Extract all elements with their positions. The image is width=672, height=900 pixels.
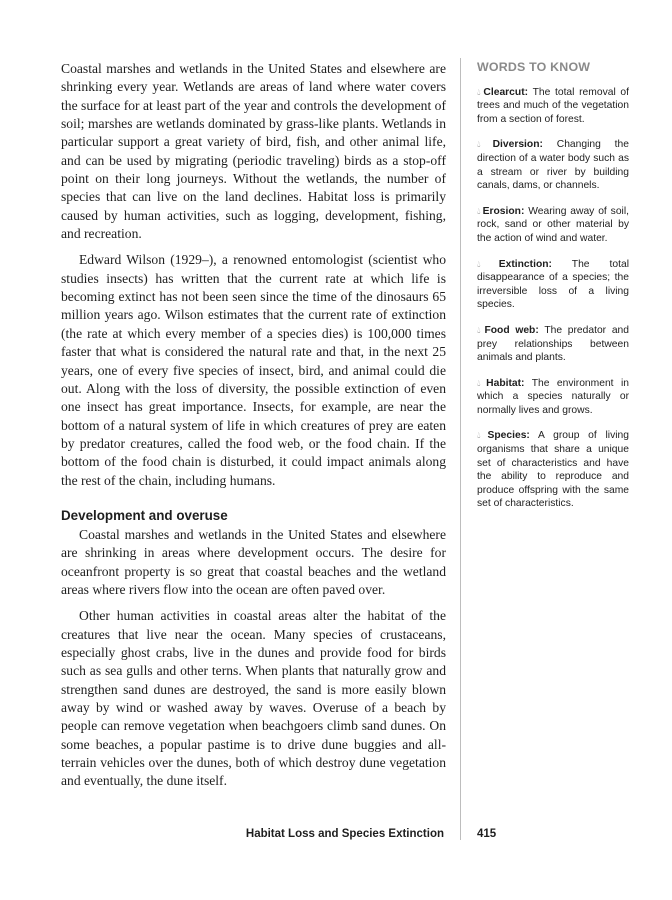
glossary-entry [477, 258, 629, 312]
section-heading: Development and overuse [61, 507, 228, 523]
glossary-term: Diversion: [492, 139, 543, 151]
glossary-term: Species: [487, 430, 530, 442]
glossary-definition: The predator and prey relationships between animals and plants. [477, 324, 629, 364]
glossary-definition: The total removal of trees and much of the vegetation from a section of forest. [477, 86, 629, 125]
paragraph-overuse: Other human activities in coastal areas alter the habitat of the creatures that live near the ocean. Many species of crustaceans, especially ghost crabs, live in the dunes and provide food for birds such as sea gulls and other terns. When plants that naturally grow and strengthen sand dunes are destroyed, the sand is more easily blown away by wind or washed away by waves. Overuse of a beach by people can remove vegetation when beachgoers climb sand dunes. On some beaches, a popular pastime is to drive dune buggies and all-terrain vehicles over the dunes, both of which destroy dune vegetation and eventually, the dune itself. [61, 608, 446, 789]
paragraph-wilson: Edward Wilson (1929–), a renowned entomologist (scientist who studies insects) has written that the current rate at which life is becoming extinct has not been seen since the time of the dinosaurs 65 million years ago. Wilson estimates that the current rate of extinction (the rate at which every member of a species dies) is 100,000 times faster that what is considered the natural rate and that, in the next 25 years, one of every five species of insect, bird, and animal could die out. Along with the loss of diversity, the possible extinction of even one insect has great importance. Insects, for example, are near the bottom of a natural system of life in which creatures of prey are eaten by predator creatures, called the food web, or the food chain. If the bottom of the food chain is disturbed, it could impact animals along the rest of the chain, including humans. [61, 252, 446, 488]
drop-bullet-icon: 💧︎ [477, 139, 492, 150]
article-body [61, 60, 446, 799]
glossary-term: Food web: [484, 324, 539, 336]
glossary-definition: Wearing away of soil, rock, sand or other material by the action of wind and water. [477, 205, 629, 244]
glossary-definition: Changing the direction of a water body such as a stream or river by building canals, dams, or channels. [477, 139, 629, 192]
sidebar-title: WORDS TO KNOW [477, 60, 591, 74]
glossary-entry [477, 205, 629, 246]
glossary-definition: The environment in which a species naturally or normally lives and grows. [477, 377, 629, 416]
drop-bullet-icon: 💧︎ [477, 324, 484, 335]
running-footer-title: Habitat Loss and Species Extinction [245, 828, 444, 840]
glossary-entry [477, 377, 629, 418]
drop-bullet-icon: 💧︎ [477, 430, 487, 441]
drop-bullet-icon: 💧︎ [477, 86, 483, 97]
glossary-term: Clearcut: [483, 86, 529, 98]
page-number: 415 [477, 828, 497, 840]
glossary-entry [477, 429, 629, 511]
words-to-know-sidebar [477, 61, 629, 523]
glossary-definition: A group of living organisms that share a unique set of characteristics and have the ability to reproduce and produce offspring with the same set of characteristics. [477, 430, 629, 510]
glossary-definition: The total disappearance of a species; the irreversible loss of a living species. [477, 258, 629, 311]
column-divider [460, 58, 461, 840]
glossary-entry [477, 86, 629, 127]
paragraph-development: Coastal marshes and wetlands in the United States and elsewhere are shrinking in areas where development occurs. The desire for oceanfront property is so great that coastal beaches and the wetland areas where rivers flow into the ocean are often paved over. [61, 526, 446, 597]
paragraph-wetlands: Coastal marshes and wetlands in the United States and elsewhere are shrinking every year. Wetlands are areas of land where water covers the surface for at least part of the year and controls the development of soil; marshes are wetlands dominated by grass-like plants. Wetlands in particular support a great variety of bird, fish, and other animal life, and can be used by migrating (periodic traveling) birds as a stop-off point on their long journeys. Without the wetlands, the number of species that can live on the land declines. Habitat loss is primarily caused by human activities, such as logging, development, fishing, and recreation. [61, 61, 446, 242]
glossary-term: Erosion: [482, 205, 525, 217]
glossary-term: Extinction: [498, 258, 552, 270]
glossary-entry [477, 138, 629, 192]
drop-bullet-icon: 💧︎ [477, 258, 498, 269]
drop-bullet-icon: 💧︎ [477, 377, 486, 388]
glossary-term: Habitat: [486, 377, 525, 389]
drop-bullet-icon: 💧︎ [477, 205, 482, 216]
glossary-entry [477, 324, 629, 365]
